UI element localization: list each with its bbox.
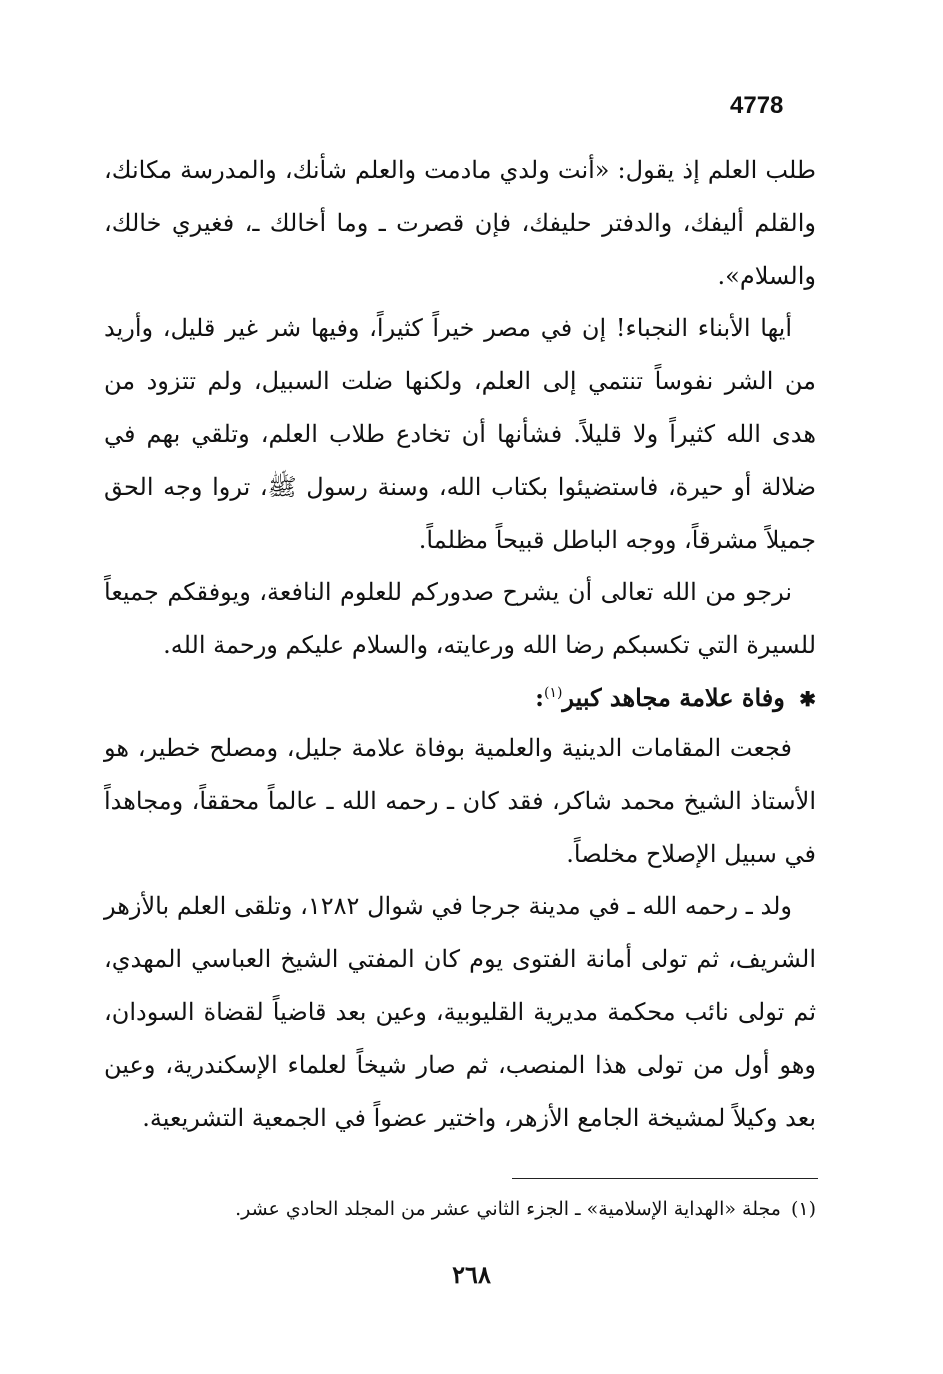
- paragraph-5-text: ولد ـ رحمه الله ـ في مدينة جرجا في شوال ١٢٨٢، وتلقى العلم بالأزهر الشريف، ثم تولى أمانة الفتوى يوم كان المفتي الشيخ العباسي المهدي، ثم تولى نائب محكمة مديرية القليوبية، وعين بعد قاضياً لقضاة السودان، وهو أول من تولى هذا المنصب، ثم صار شيخاً لعلماء الإسكندرية، وعين بعد وكيلاً لمشيخة الجامع الأزهر، واختير عضواً في الجمعية التشريعية.: [104, 892, 816, 1132]
- heading-colon: :: [535, 683, 544, 712]
- paragraph-4: [104, 722, 816, 881]
- section-heading: [104, 669, 816, 723]
- footnote: [104, 1194, 816, 1224]
- page-number-bottom: ٢٦٨: [452, 1260, 491, 1289]
- paragraph-2: [104, 302, 816, 567]
- heading-bullet-icon: ✱: [799, 687, 816, 711]
- footnote-divider: [512, 1178, 818, 1179]
- heading-footnote-ref[interactable]: (١): [543, 685, 563, 701]
- paragraph-2-text: أيها الأبناء النجباء! إن في مصر خيراً كثيراً، وفيها شر غير قليل، وأريد من الشر نفوساً تنتمي إلى العلم، ولكنها ضلت السبيل، ولم تتزود من هدى الله كثيراً ولا قليلاً. فشأنها أن تخادع طلاب العلم، وتلقي بهم في ضلالة أو حيرة، فاستضيئوا بكتاب الله، وسنة رسول ﷺ، تروا وجه الحق جميلاً مشرقاً، ووجه الباطل قبيحاً مظلماً.: [104, 314, 816, 554]
- page-number-top: 4778: [730, 92, 784, 119]
- paragraph-3: [104, 566, 816, 672]
- paragraph-5: [104, 880, 816, 1145]
- footnote-text: مجلة «الهداية الإسلامية» ـ الجزء الثاني عشر من المجلد الحادي عشر.: [235, 1198, 781, 1220]
- paragraph-4-text: فجعت المقامات الدينية والعلمية بوفاة علامة جليل، ومصلح خطير، هو الأستاذ الشيخ محمد شاكر، فقد كان ـ رحمه الله ـ عالماً محققاً، ومجاهداً في سبيل الإصلاح مخلصاً.: [104, 734, 816, 868]
- paragraph-1-text: طلب العلم إذ يقول: «أنت ولدي مادمت والعلم شأنك، والمدرسة مكانك، والقلم أليفك، والدفتر حليفك، فإن قصرت ـ وما أخالك ـ، فغيري خالك، والسلام».: [104, 156, 816, 290]
- footnote-number: (١): [790, 1198, 816, 1220]
- paragraph-3-text: نرجو من الله تعالى أن يشرح صدوركم للعلوم النافعة، ويوفقكم جميعاً للسيرة التي تكسبكم رضا الله ورعايته، والسلام عليكم ورحمة الله.: [104, 578, 816, 659]
- paragraph-1: [104, 144, 816, 303]
- section-heading-title: وفاة علامة مجاهد كبير: [562, 683, 785, 712]
